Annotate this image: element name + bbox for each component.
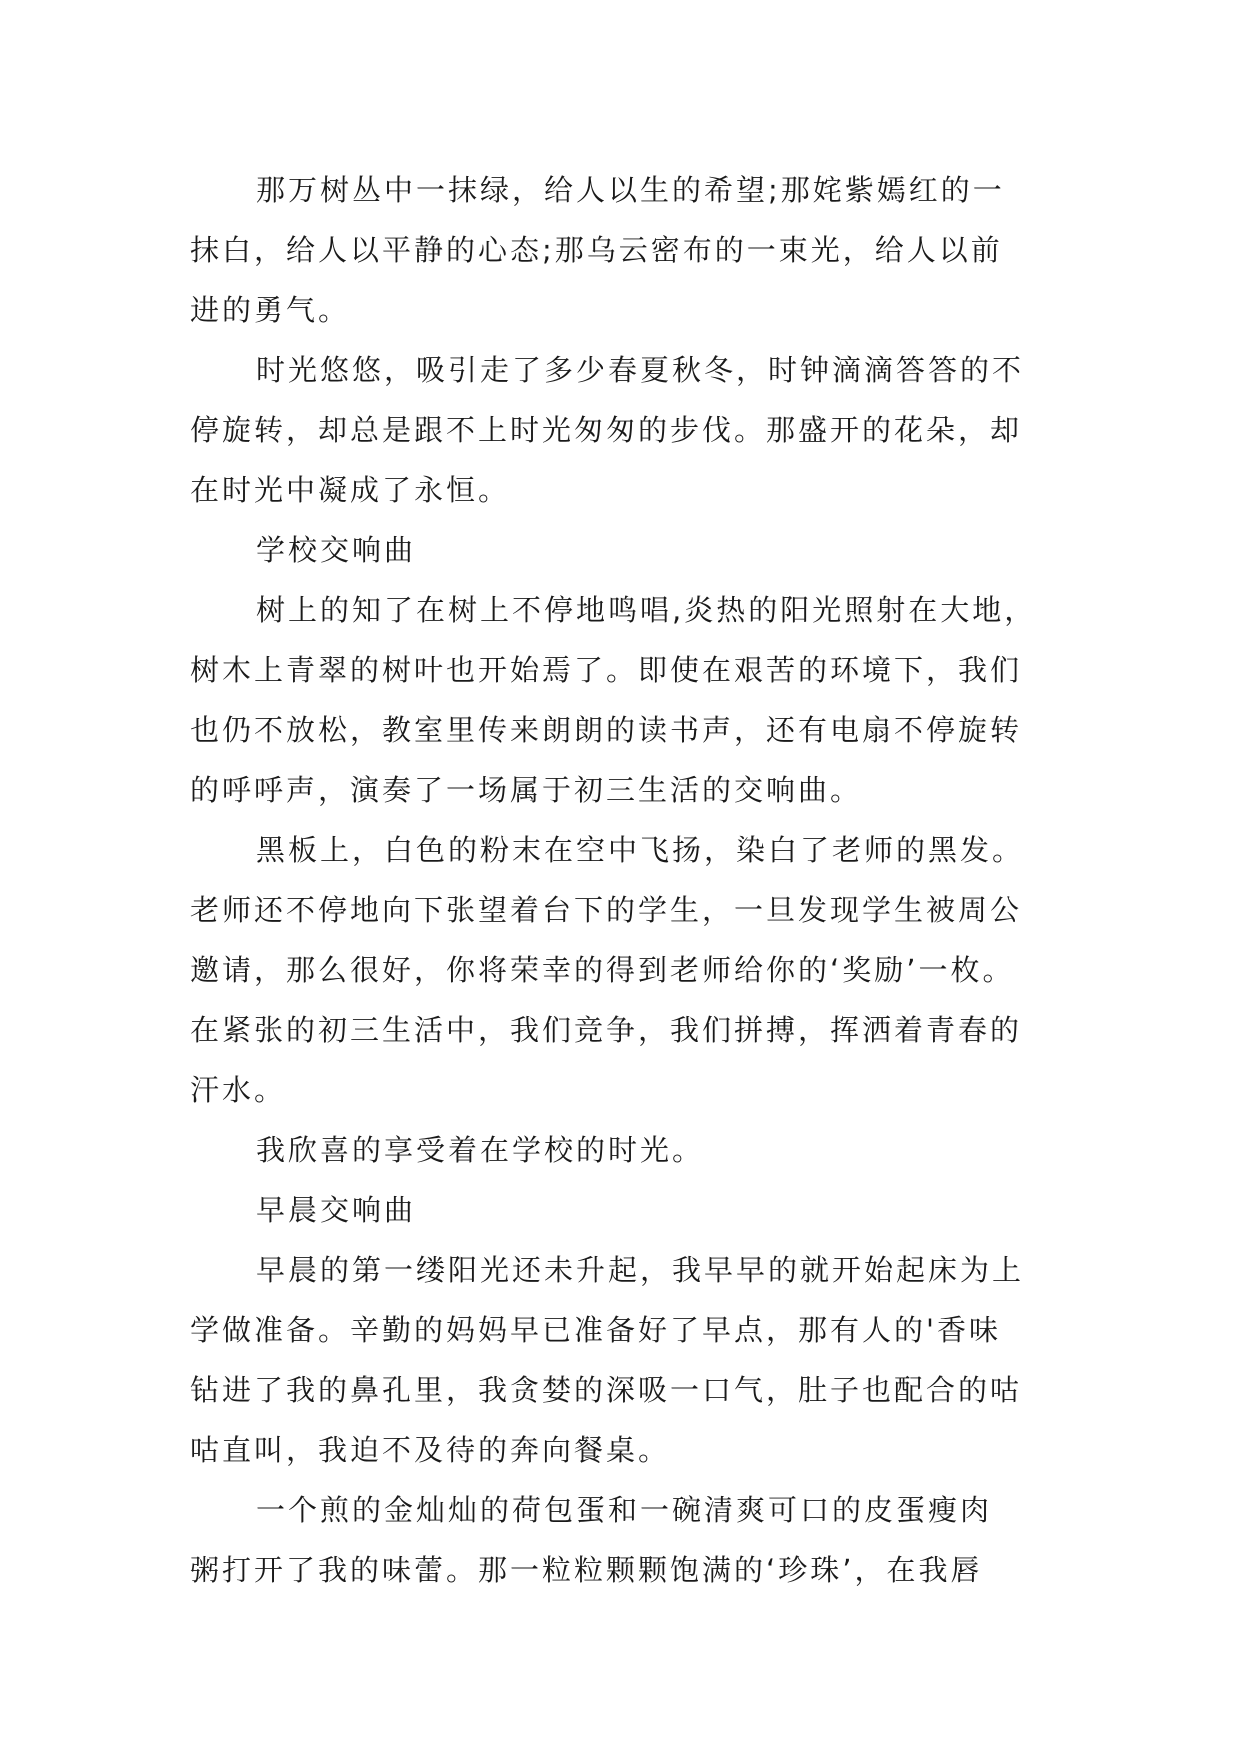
- text-line: 我欣喜的享受着在学校的时光。: [256, 1133, 705, 1167]
- text-line: 树上的知了在树上不停地鸣唱,炎热的阳光照射在大地，: [256, 593, 1037, 627]
- text-line: 学做准备。辛勤的妈妈早已准备好了早点，那有人的'香味: [190, 1313, 1001, 1347]
- text-line: 老师还不停地向下张望着台下的学生，一旦发现学生被周公: [190, 893, 1023, 927]
- section-heading: 学校交响曲: [256, 533, 417, 567]
- text-line: 时光悠悠，吸引走了多少春夏秋冬，时钟滴滴答答的不: [256, 353, 1025, 387]
- document-body: [190, 160, 1060, 1600]
- text-line: 黑板上，白色的粉末在空中飞扬，染白了老师的黑发。: [256, 833, 1025, 867]
- text-line: 粥打开了我的味蕾。那一粒粒颗颗饱满的‘珍珠’，在我唇: [190, 1553, 983, 1587]
- text-line: 在时光中凝成了永恒。: [190, 473, 511, 507]
- text-line: 早晨的第一缕阳光还未升起，我早早的就开始起床为上: [256, 1253, 1025, 1287]
- text-line: 咕直叫，我迫不及待的奔向餐桌。: [190, 1433, 671, 1467]
- text-line: 也仍不放松，教室里传来朗朗的读书声，还有电扇不停旋转: [190, 713, 1023, 747]
- text-line: 的呼呼声，演奏了一场属于初三生活的交响曲。: [190, 773, 863, 807]
- text-line: 抹白，给人以平静的心态;那乌云密布的一束光，给人以前: [190, 233, 1003, 267]
- text-line: 那万树丛中一抹绿，给人以生的希望;那姹紫嫣红的一: [256, 173, 1005, 207]
- section-heading: 早晨交响曲: [256, 1193, 417, 1227]
- text-line: 停旋转，却总是跟不上时光匆匆的步伐。那盛开的花朵，却: [190, 413, 1023, 447]
- text-line: 进的勇气。: [190, 293, 351, 327]
- text-line: 一个煎的金灿灿的荷包蛋和一碗清爽可口的皮蛋瘦肉: [256, 1493, 993, 1527]
- text-line: 在紧张的初三生活中，我们竞争，我们拼搏，挥洒着青春的: [190, 1013, 1023, 1047]
- text-line: 树木上青翠的树叶也开始焉了。即使在艰苦的环境下，我们: [190, 653, 1023, 687]
- text-line: 汗水。: [190, 1073, 287, 1107]
- text-line: 钻进了我的鼻孔里，我贪婪的深吸一口气，肚子也配合的咕: [190, 1373, 1023, 1407]
- text-line: 邀请，那么很好，你将荣幸的得到老师给你的‘奖励’一枚。: [190, 953, 1015, 987]
